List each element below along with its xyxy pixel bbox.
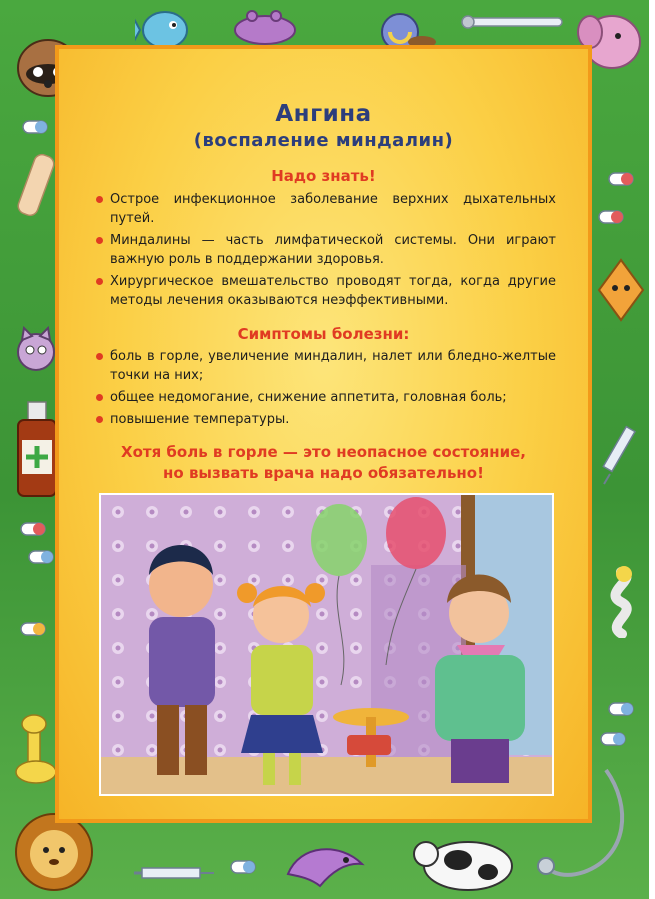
symptoms-list (96, 347, 556, 432)
pill-icon (608, 700, 634, 718)
thermometer-icon (460, 10, 570, 34)
know-heading: Надо знать! (271, 167, 376, 185)
pill-icon (28, 548, 54, 566)
warning-line-1: Хотя боль в горле — это неопасное состояние, (121, 443, 526, 461)
giraffe-icon (8, 712, 62, 786)
list-item: Хирургическое вмешательство проводят тогда, когда другие методы лечения оказываются неэффективными. (96, 272, 556, 310)
syringe-icon (598, 418, 638, 488)
pill-icon (20, 620, 46, 638)
pill-icon (20, 520, 46, 538)
know-list (96, 190, 556, 313)
dolphin-icon (280, 834, 370, 894)
pill-icon (600, 730, 626, 748)
cow-icon (410, 832, 520, 896)
pill-icon (608, 170, 634, 188)
medicine-bottle-icon (14, 400, 60, 500)
cat-icon (14, 326, 58, 374)
list-item: Миндалины — часть лимфатической системы. Они играют важную роль в поддержании здоровья. (96, 231, 556, 269)
list-item: Острое инфекционное заболевание верхних дыхательных путей. (96, 190, 556, 228)
list-item: боль в горле, увеличение миндалин, налет или бледно-желтые точки на них; (96, 347, 556, 385)
children-scene-image (101, 495, 552, 794)
syringe-icon (132, 862, 216, 884)
pill-icon (22, 118, 48, 136)
warning-line-2: но вызвать врача надо обязательно! (163, 464, 484, 482)
pill-icon (598, 208, 624, 226)
page-title: Ангина (275, 101, 372, 127)
page-subtitle: (воспаление миндалин) (193, 130, 454, 151)
warning-text (59, 442, 588, 484)
bandage-icon (14, 150, 58, 220)
symptoms-heading: Симптомы болезни: (237, 325, 410, 343)
pill-icon (230, 858, 256, 876)
fox-icon (595, 250, 647, 330)
illustration (99, 493, 554, 796)
list-item: общее недомогание, снижение аппетита, головная боль; (96, 388, 556, 407)
hippo-icon (230, 6, 300, 46)
content-panel (55, 45, 592, 823)
list-item: повышение температуры. (96, 410, 556, 429)
snake-icon (596, 566, 646, 638)
